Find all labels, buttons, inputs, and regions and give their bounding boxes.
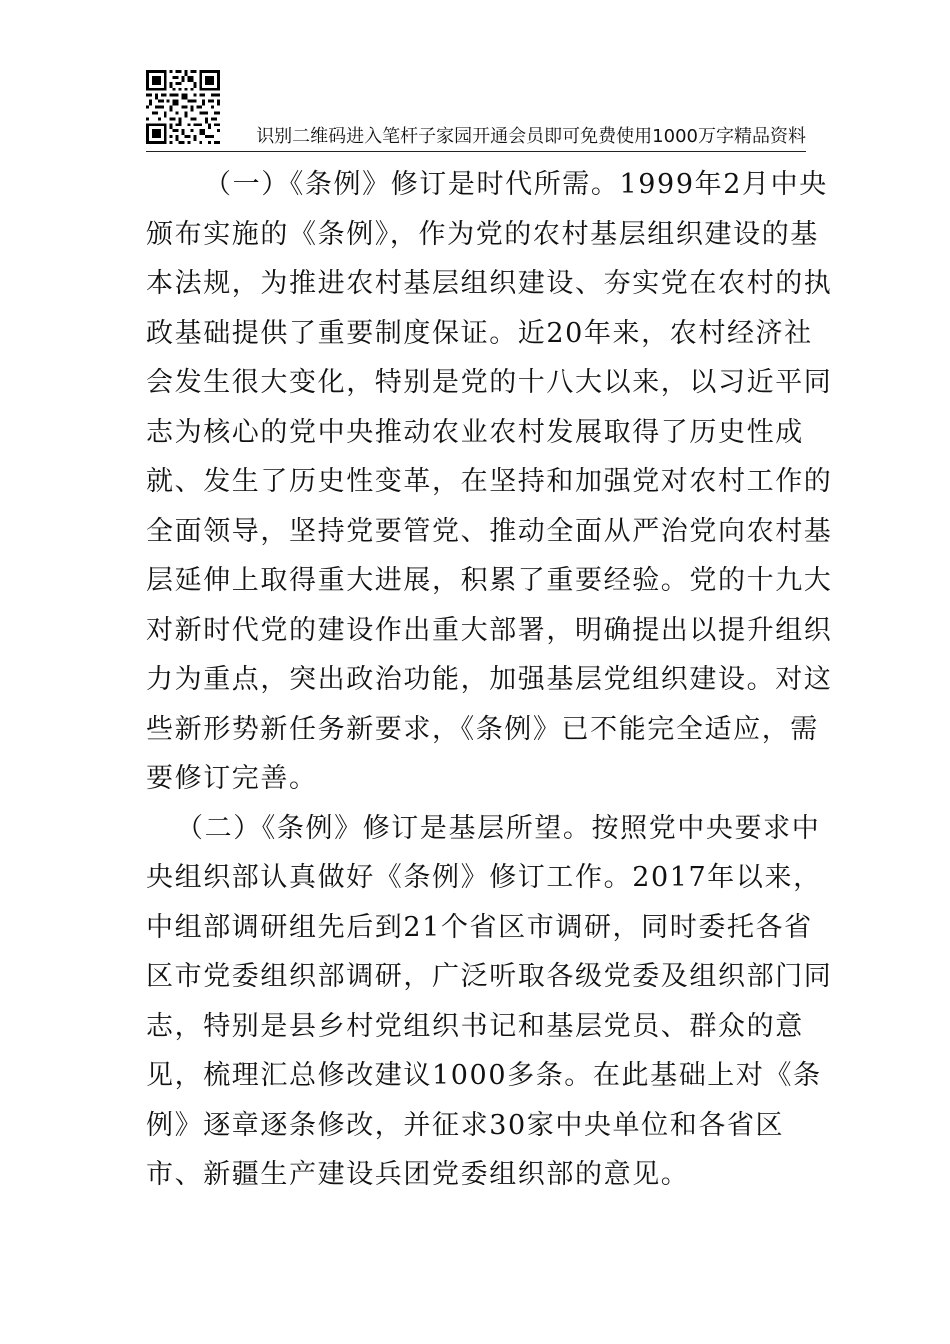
- qr-code-icon[interactable]: [146, 70, 220, 144]
- page-header: [146, 70, 806, 154]
- paragraph-text: 1999年2月中央颁布实施的《条例》，作为党的农村基层组织建设的基本法规，为推进农村基层组织建设、夯实党在农村的执政基础提供了重要制度保证。近20年来，农村经济社会发生很大变化，特别是党的十八大以来，以习近平同志为核心的党中央推动农业农村发展取得了历史性成就、发生了历史性变革，在坚持和加强党对农村工作的全面领导，坚持党要管党、推动全面从严治党向农村基层延伸上取得重大进展，积累了重要经验。党的十九大对新时代党的建设作出重大部署，明确提出以提升组织力为重点，突出政治功能，加强基层党组织建设。对这些新形势新任务新要求，《条例》已不能完全适应，需要修订完善。: [146, 169, 833, 794]
- paragraph-text: 按照党中央要求中央组织部认真做好《条例》修订工作。2017年以来，中组部调研组先后到21个省区市调研，同时委托各省区市党委组织部调研，广泛听取各级党委及组织部门同志，特别是县乡村党组织书记和基层党员、群众的意见，梳理汇总修改建议1000多条。在此基础上对《条例》逐章逐条修改，并征求30家中央单位和各省区市、新疆生产建设兵团党委组织部的意见。: [146, 812, 833, 1190]
- promo-banner-text: 识别二维码进入笔杆子家园开通会员即可免费使用1000万字精品资料: [256, 126, 806, 147]
- paragraph-heading: （一）《条例》修订是时代所需。: [204, 169, 620, 200]
- paragraph-grassroots-hope: [146, 804, 836, 1200]
- paragraph-heading: （二）《条例》修订是基层所望。: [176, 812, 592, 844]
- document-body: [146, 160, 836, 1200]
- header-divider: [146, 151, 806, 152]
- paragraph-era-needs: [146, 160, 836, 804]
